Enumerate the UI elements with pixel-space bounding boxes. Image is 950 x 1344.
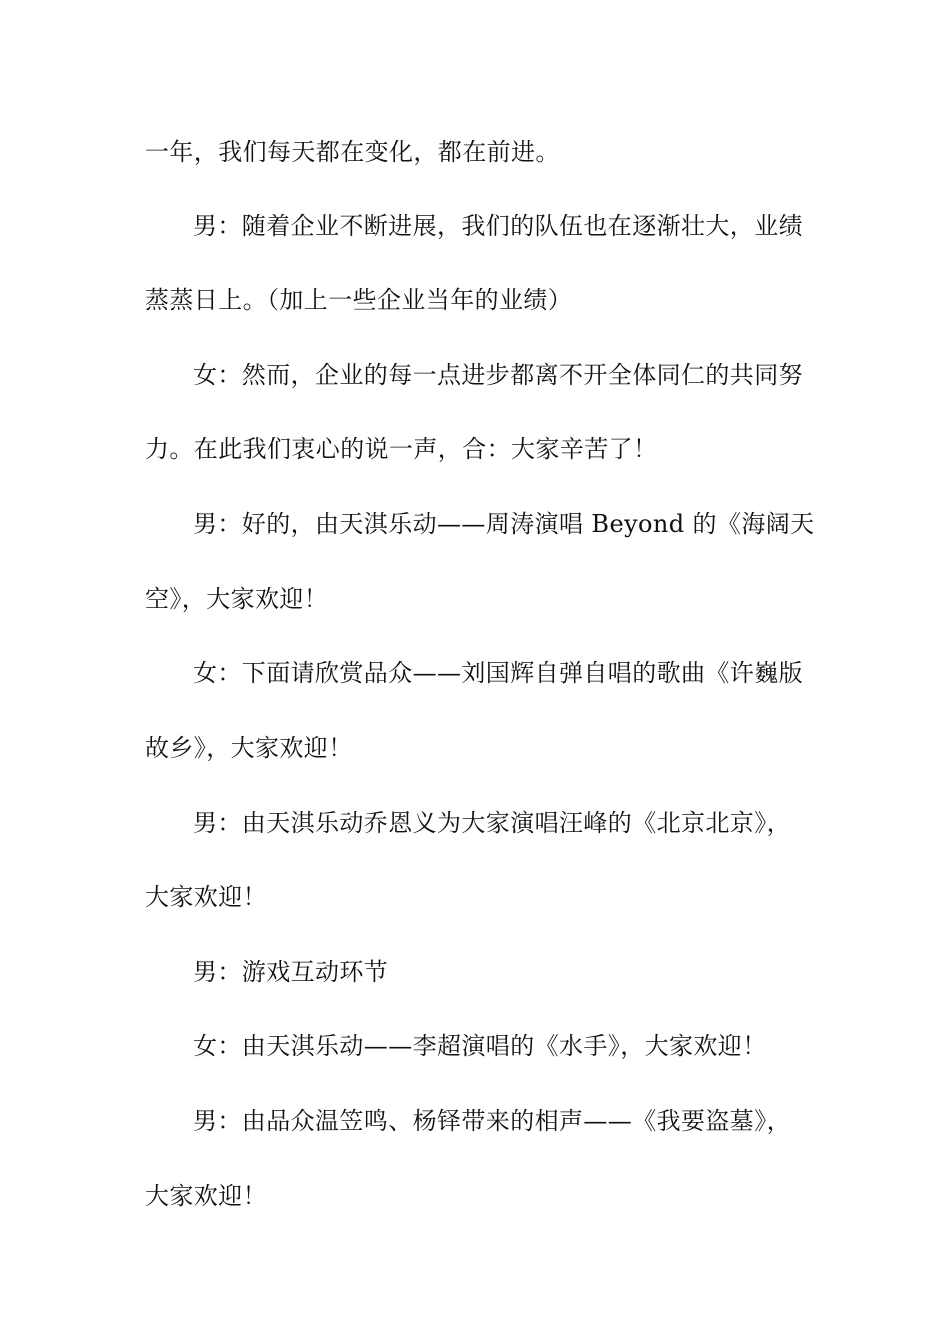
text-line: 男：由品众温笠鸣、杨铎带来的相声——《我要盗墓》，	[193, 1107, 791, 1135]
text-line: 蒸蒸日上。（加上一些企业当年的业绩）	[145, 286, 573, 314]
text-line: 一年，我们每天都在变化，都在前进。	[145, 138, 560, 166]
text-line: 大家欢迎！	[145, 883, 267, 911]
text-line: 女：由天淇乐动——李超演唱的《水手》，大家欢迎！	[193, 1032, 767, 1060]
text-line: 男：随着企业不断进展，我们的队伍也在逐渐壮大，业绩	[193, 212, 803, 240]
text-line: 大家欢迎！	[145, 1182, 267, 1210]
text-line: 女：下面请欣赏品众——刘国辉自弹自唱的歌曲《许巍版	[193, 659, 803, 687]
text-line: 力。在此我们衷心的说一声，合：大家辛苦了！	[145, 435, 658, 463]
text-line: 空》，大家欢迎！	[145, 585, 329, 613]
text-line: 男：游戏互动环节	[193, 958, 389, 986]
text-line: 女：然而，企业的每一点进步都离不开全体同仁的共同努	[193, 361, 803, 389]
text-line: 男：由天淇乐动乔恩义为大家演唱汪峰的《北京北京》，	[193, 809, 791, 837]
text-line: 故乡》，大家欢迎！	[145, 734, 353, 762]
text-line: 男：好的，由天淇乐动——周涛演唱 Beyond 的《海阔天	[193, 510, 815, 538]
